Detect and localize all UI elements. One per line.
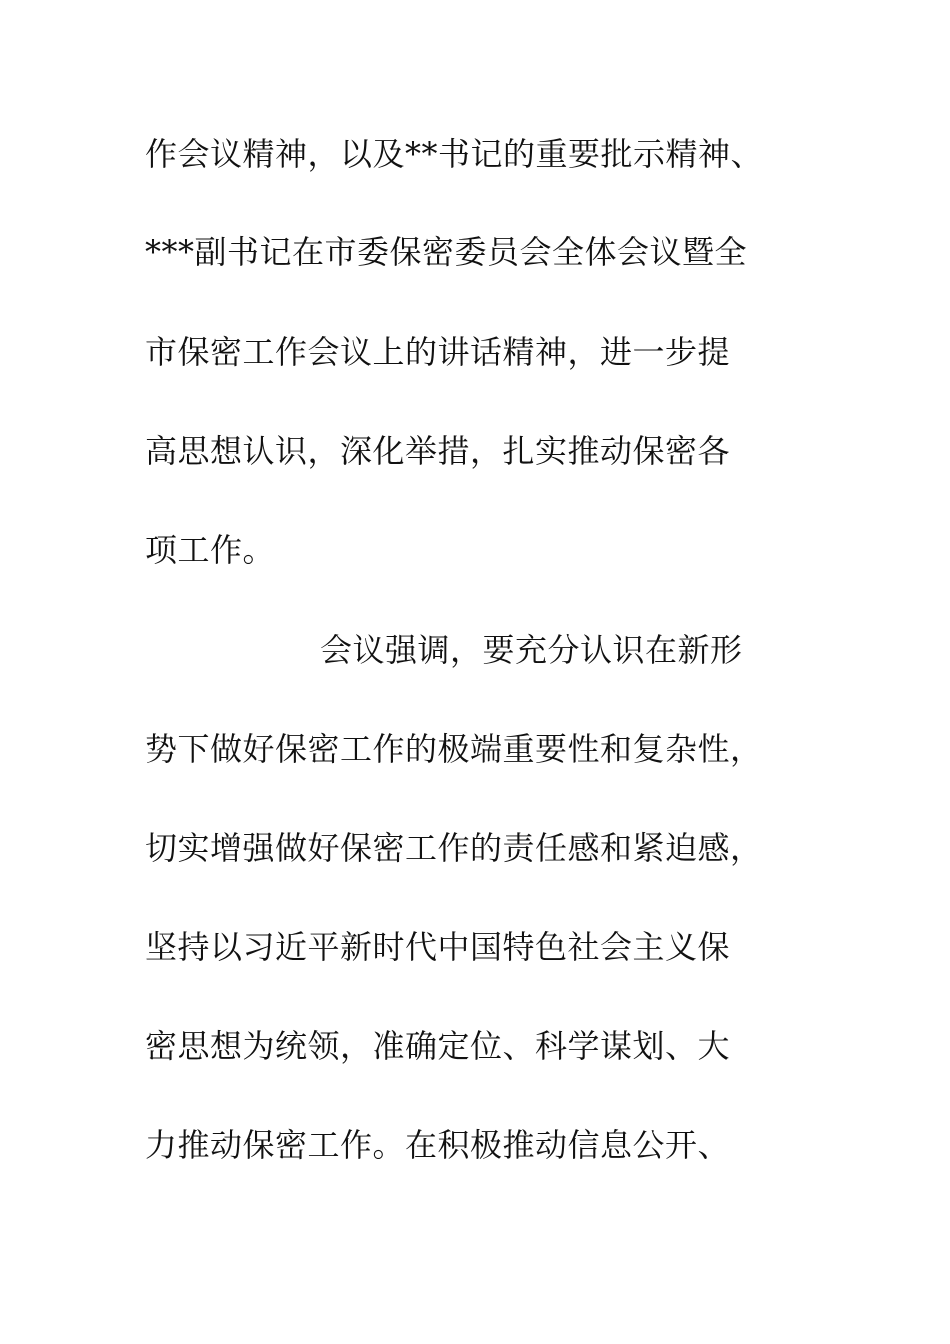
paragraph-line: 市保密工作会议上的讲话精神，进一步提 <box>145 333 731 371</box>
paragraph-first-line: 会议强调，要充分认识在新形 <box>320 631 743 669</box>
paragraph-line: ***副书记在市委保密委员会全体会议暨全 <box>145 233 748 271</box>
paragraph-line: 密思想为统领，准确定位、科学谋划、大 <box>145 1027 731 1065</box>
paragraph-line: 力推动保密工作。在积极推动信息公开、 <box>145 1126 731 1164</box>
paragraph-line: 切实增强做好保密工作的责任感和紧迫感， <box>145 829 763 867</box>
paragraph-line: 高思想认识，深化举措，扎实推动保密各 <box>145 432 731 470</box>
paragraph-line: 项工作。 <box>145 531 276 569</box>
paragraph-line: 作会议精神，以及**书记的重要批示精神、 <box>145 135 764 173</box>
paragraph-line: 势下做好保密工作的极端重要性和复杂性， <box>145 730 763 768</box>
paragraph-line: 坚持以习近平新时代中国特色社会主义保 <box>145 928 731 966</box>
